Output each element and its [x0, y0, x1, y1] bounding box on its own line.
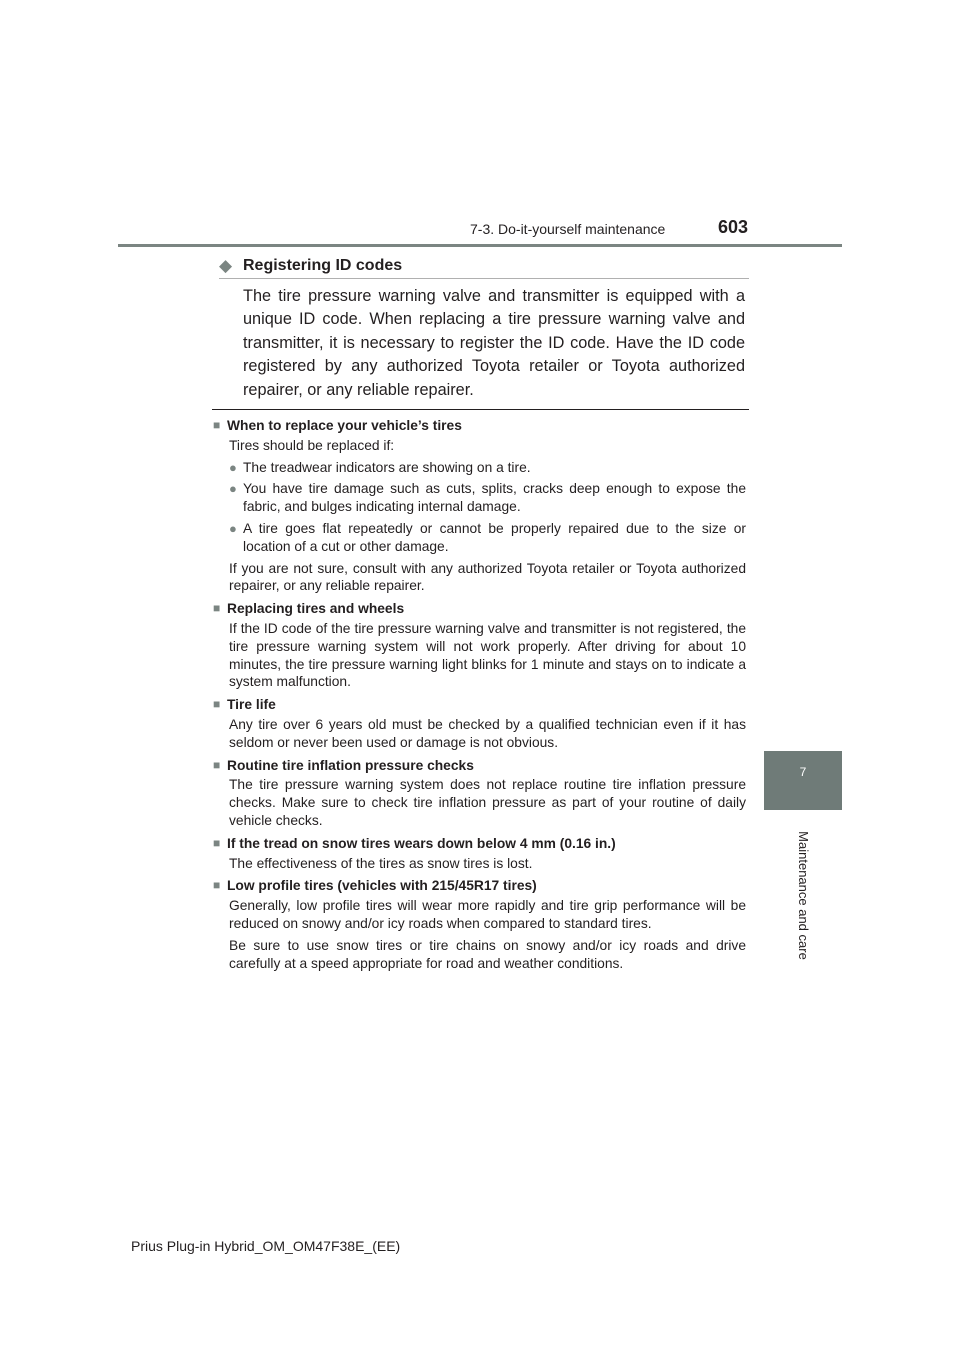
note-snow-tires	[213, 835, 746, 873]
note-routine-checks	[213, 757, 746, 830]
square-icon: ■	[213, 835, 221, 850]
sub-heading-text: Registering ID codes	[243, 257, 403, 274]
list-item	[213, 459, 746, 477]
note-text: If the ID code of the tire pressure warning valve and transmitter is not registered, the tire pressure warning system will not work properly. After driving for about 10 minutes, the tire pressure warning light blinks for 1 minute and stays on to indicate a system malfunction.	[229, 620, 746, 690]
note-heading	[213, 835, 746, 853]
note-heading	[213, 417, 746, 435]
square-icon: ■	[213, 757, 221, 772]
list-item-text: You have tire damage such as cuts, splits, cracks deep enough to expose the fabric, and bulges indicating internal damage.	[243, 481, 746, 515]
intro-paragraph: The tire pressure warning valve and transmitter is equipped with a unique ID code. When replacing a tire pressure warning valve and transmitter, it is necessary to register the ID code. Have the ID code registered by any authorized Toyota retailer or Toyota authorized repairer, or any reliable repairer.	[243, 287, 745, 399]
note-heading	[213, 877, 746, 895]
diamond-icon: ◆	[219, 256, 233, 275]
bullet-icon: ●	[229, 520, 237, 536]
note-text: Be sure to use snow tires or tire chains on snowy and/or icy roads and drive carefully at a speed appropriate for road and weather conditions.	[229, 937, 746, 971]
note-tire-life	[213, 696, 746, 751]
section-header: 7-3. Do-it-yourself maintenance	[470, 221, 666, 237]
header-divider	[118, 244, 842, 247]
note-text: The effectiveness of the tires as snow tires is lost.	[229, 855, 533, 871]
bullet-icon: ●	[229, 481, 237, 497]
note-replacing-wheels	[213, 600, 746, 691]
bullet-icon: ●	[229, 459, 237, 475]
note-heading-text: When to replace your vehicle’s tires	[227, 418, 462, 433]
list-item-text: A tire goes flat repeatedly or cannot be properly repaired due to the size or location of a cut or other damage.	[243, 520, 746, 554]
list-item-text: The treadwear indicators are showing on a tire.	[243, 459, 531, 475]
square-icon: ■	[213, 697, 221, 712]
note-heading-text: Low profile tires (vehicles with 215/45R17 tires)	[227, 878, 537, 894]
notes-divider	[212, 409, 749, 410]
square-icon: ■	[213, 601, 221, 616]
note-low-profile	[213, 877, 746, 972]
note-heading-text: Routine tire inflation pressure checks	[227, 757, 474, 773]
list-item	[213, 480, 746, 516]
note-heading-text: If the tread on snow tires wears down below 4 mm (0.16 in.)	[227, 835, 616, 851]
note-heading	[213, 600, 746, 618]
chapter-label-text: Maintenance and care	[796, 830, 811, 960]
note-heading-text: Tire life	[227, 697, 276, 713]
chapter-tab: 7	[764, 751, 842, 810]
note-text: Any tire over 6 years old must be checked by a qualified technician even if it has seldom or never been used or damage is not obvious.	[229, 716, 746, 750]
note-replace-tires	[213, 417, 746, 595]
list-item	[213, 520, 746, 556]
note-heading	[213, 696, 746, 714]
notes-section	[213, 417, 746, 977]
chapter-label	[776, 820, 831, 970]
note-text: If you are not sure, consult with any authorized Toyota retailer or Toyota authorized repairer, or any reliable repairer.	[229, 560, 746, 594]
page-number: 603	[718, 217, 749, 237]
note-text: Generally, low profile tires will wear more rapidly and tire grip performance will be reduced on snowy and/or icy roads when compared to standard tires.	[229, 898, 746, 931]
footer-doc-id: Prius Plug-in Hybrid_OM_OM47F38E_(EE)	[131, 1238, 401, 1254]
square-icon: ■	[213, 418, 221, 432]
square-icon: ■	[213, 878, 221, 893]
note-heading-text: Replacing tires and wheels	[227, 601, 405, 617]
note-heading	[213, 757, 746, 775]
sub-heading	[219, 256, 749, 279]
note-text: The tire pressure warning system does not replace routine tire inflation pressure checks. Make sure to check tire inflation pressure as part of your routine of daily vehicle checks.	[229, 777, 746, 828]
note-text: Tires should be replaced if:	[229, 437, 395, 453]
